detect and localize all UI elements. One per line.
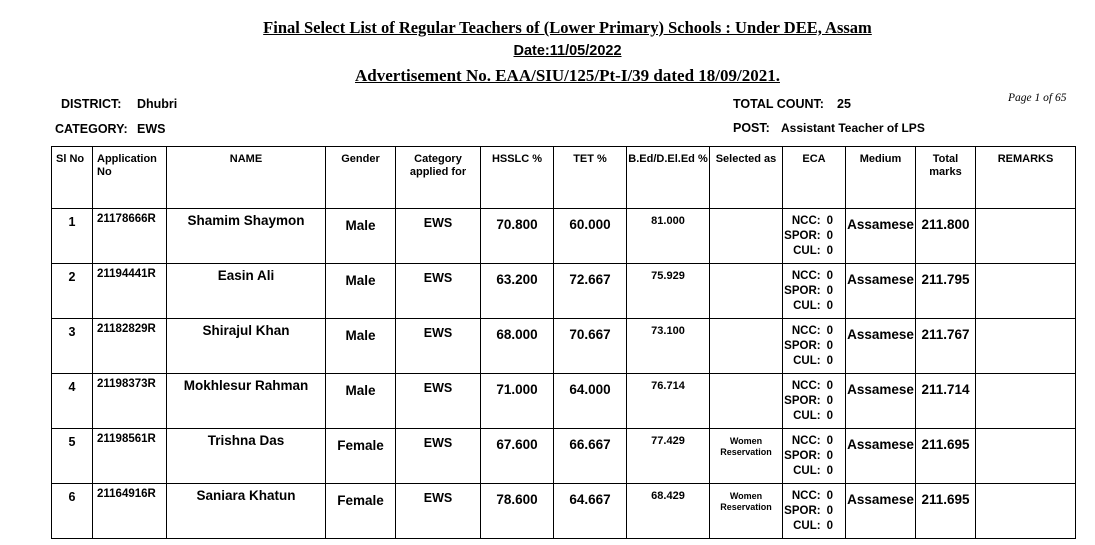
cell-total-marks: 211.767: [916, 319, 976, 374]
total-count-value: 25: [837, 97, 851, 111]
cell-remarks: [976, 429, 1076, 484]
eca-spor-label: SPOR:: [784, 285, 821, 297]
eca-spor: [783, 229, 845, 244]
cell-selected-as: Women Reservation: [710, 484, 783, 539]
cell-name: Easin Ali: [167, 264, 326, 319]
col-header-medium: Medium: [846, 147, 916, 209]
eca-spor: [783, 394, 845, 409]
eca-spor-value: 0: [826, 230, 833, 242]
eca-spor-value: 0: [826, 505, 833, 517]
cell-tet: 60.000: [554, 209, 627, 264]
eca-ncc-label: NCC:: [791, 435, 821, 447]
cell-medium: Assamese: [846, 319, 916, 374]
col-header-bed: B.Ed/D.El.Ed %: [627, 147, 710, 209]
cell-sl-no: 5: [52, 429, 93, 484]
eca-cul-label: CUL:: [793, 520, 821, 532]
list-title: Final Select List of Regular Teachers of (Lower Primary) Schools : Under DEE, Assam: [263, 18, 872, 37]
cell-gender: Female: [326, 484, 396, 539]
col-header-remarks: REMARKS: [976, 147, 1076, 209]
cell-sl-no: 3: [52, 319, 93, 374]
cell-tet: 64.000: [554, 374, 627, 429]
col-header-selected-as: Selected as: [710, 147, 783, 209]
eca-ncc-value: 0: [826, 435, 833, 447]
eca-cul-label: CUL:: [793, 355, 821, 367]
eca-cul: [783, 299, 845, 314]
eca-cul-value: 0: [826, 520, 833, 532]
eca-ncc: [783, 434, 845, 449]
col-header-category: Category applied for: [396, 147, 481, 209]
col-header-application-no: Application No: [93, 147, 167, 209]
eca-spor-value: 0: [826, 395, 833, 407]
cell-name: Mokhlesur Rahman: [167, 374, 326, 429]
eca-spor-value: 0: [826, 340, 833, 352]
cell-eca: [783, 209, 846, 264]
cell-medium: Assamese: [846, 484, 916, 539]
eca-cul-label: CUL:: [793, 410, 821, 422]
eca-cul: [783, 409, 845, 424]
eca-spor-label: SPOR:: [784, 450, 821, 462]
eca-spor-label: SPOR:: [784, 230, 821, 242]
cell-name: Saniara Khatun: [167, 484, 326, 539]
col-header-name: NAME: [167, 147, 326, 209]
eca-spor-value: 0: [826, 450, 833, 462]
cell-gender: Male: [326, 374, 396, 429]
eca-cul-value: 0: [826, 410, 833, 422]
cell-application-no: 21198561R: [93, 429, 167, 484]
category-label: CATEGORY:: [55, 122, 128, 136]
eca-cul: [783, 354, 845, 369]
cell-hsslc: 68.000: [481, 319, 554, 374]
eca-cul-value: 0: [826, 300, 833, 312]
cell-application-no: 21182829R: [93, 319, 167, 374]
cell-hsslc: 70.800: [481, 209, 554, 264]
eca-ncc: [783, 214, 845, 229]
eca-spor: [783, 449, 845, 464]
col-header-total-marks: Total marks: [916, 147, 976, 209]
cell-tet: 64.667: [554, 484, 627, 539]
cell-application-no: 21198373R: [93, 374, 167, 429]
eca-cul-label: CUL:: [793, 465, 821, 477]
cell-total-marks: 211.795: [916, 264, 976, 319]
eca-ncc-label: NCC:: [791, 325, 821, 337]
cell-medium: Assamese: [846, 429, 916, 484]
cell-remarks: [976, 264, 1076, 319]
eca-ncc: [783, 379, 845, 394]
eca-spor: [783, 284, 845, 299]
eca-ncc: [783, 489, 845, 504]
eca-cul: [783, 244, 845, 259]
cell-eca: [783, 429, 846, 484]
cell-category: EWS: [396, 429, 481, 484]
cell-selected-as: [710, 209, 783, 264]
cell-bed: 81.000: [627, 209, 710, 264]
post-value: Assistant Teacher of LPS: [781, 121, 925, 135]
cell-selected-as: [710, 264, 783, 319]
cell-hsslc: 63.200: [481, 264, 554, 319]
cell-bed: 75.929: [627, 264, 710, 319]
table-row: [52, 209, 1076, 264]
page-indicator: Page 1 of 65: [1008, 92, 1067, 104]
col-header-gender: Gender: [326, 147, 396, 209]
eca-spor-label: SPOR:: [784, 340, 821, 352]
table-row: [52, 374, 1076, 429]
cell-remarks: [976, 319, 1076, 374]
cell-selected-as: [710, 374, 783, 429]
cell-eca: [783, 264, 846, 319]
cell-bed: 76.714: [627, 374, 710, 429]
cell-application-no: 21164916R: [93, 484, 167, 539]
cell-category: EWS: [396, 484, 481, 539]
cell-category: EWS: [396, 264, 481, 319]
cell-application-no: 21194441R: [93, 264, 167, 319]
eca-cul-label: CUL:: [793, 300, 821, 312]
district-label: DISTRICT:: [61, 97, 122, 111]
cell-medium: Assamese: [846, 374, 916, 429]
cell-application-no: 21178666R: [93, 209, 167, 264]
eca-ncc-label: NCC:: [791, 270, 821, 282]
total-count-label: TOTAL COUNT:: [733, 97, 824, 111]
cell-category: EWS: [396, 374, 481, 429]
cell-gender: Male: [326, 319, 396, 374]
eca-ncc-value: 0: [826, 270, 833, 282]
eca-cul-value: 0: [826, 245, 833, 257]
category-value: EWS: [137, 122, 166, 136]
eca-ncc-value: 0: [826, 380, 833, 392]
table-row: [52, 319, 1076, 374]
cell-name: Shamim Shaymon: [167, 209, 326, 264]
eca-ncc: [783, 324, 845, 339]
cell-gender: Female: [326, 429, 396, 484]
cell-selected-as: [710, 319, 783, 374]
cell-hsslc: 71.000: [481, 374, 554, 429]
col-header-sl-no: Sl No: [52, 147, 93, 209]
advertisement-number: Advertisement No. EAA/SIU/125/Pt-I/39 dated 18/09/2021.: [355, 66, 780, 85]
cell-medium: Assamese: [846, 209, 916, 264]
eca-ncc-value: 0: [826, 215, 833, 227]
col-header-eca: ECA: [783, 147, 846, 209]
cell-tet: 72.667: [554, 264, 627, 319]
eca-ncc-value: 0: [826, 325, 833, 337]
eca-spor-value: 0: [826, 285, 833, 297]
eca-spor-label: SPOR:: [784, 395, 821, 407]
table-row: [52, 484, 1076, 539]
cell-gender: Male: [326, 209, 396, 264]
cell-remarks: [976, 209, 1076, 264]
cell-medium: Assamese: [846, 264, 916, 319]
cell-eca: [783, 374, 846, 429]
cell-sl-no: 4: [52, 374, 93, 429]
cell-tet: 70.667: [554, 319, 627, 374]
cell-bed: 73.100: [627, 319, 710, 374]
cell-hsslc: 78.600: [481, 484, 554, 539]
eca-cul: [783, 464, 845, 479]
cell-eca: [783, 319, 846, 374]
cell-total-marks: 211.714: [916, 374, 976, 429]
table-header-row: [52, 147, 1076, 209]
eca-cul: [783, 519, 845, 534]
cell-bed: 68.429: [627, 484, 710, 539]
cell-remarks: [976, 484, 1076, 539]
cell-sl-no: 2: [52, 264, 93, 319]
post-label: POST:: [733, 121, 770, 135]
col-header-tet: TET %: [554, 147, 627, 209]
col-header-hsslc: HSSLC %: [481, 147, 554, 209]
eca-spor-label: SPOR:: [784, 505, 821, 517]
table-row: [52, 429, 1076, 484]
eca-ncc: [783, 269, 845, 284]
cell-eca: [783, 484, 846, 539]
cell-remarks: [976, 374, 1076, 429]
eca-cul-value: 0: [826, 465, 833, 477]
cell-category: EWS: [396, 319, 481, 374]
eca-cul-value: 0: [826, 355, 833, 367]
cell-category: EWS: [396, 209, 481, 264]
cell-sl-no: 6: [52, 484, 93, 539]
cell-hsslc: 67.600: [481, 429, 554, 484]
cell-bed: 77.429: [627, 429, 710, 484]
cell-gender: Male: [326, 264, 396, 319]
cell-total-marks: 211.695: [916, 429, 976, 484]
eca-ncc-label: NCC:: [791, 490, 821, 502]
select-list-table: [51, 146, 1076, 539]
cell-name: Trishna Das: [167, 429, 326, 484]
eca-spor: [783, 504, 845, 519]
eca-ncc-value: 0: [826, 490, 833, 502]
cell-total-marks: 211.695: [916, 484, 976, 539]
eca-ncc-label: NCC:: [791, 380, 821, 392]
district-value: Dhubri: [137, 97, 178, 111]
cell-name: Shirajul Khan: [167, 319, 326, 374]
cell-total-marks: 211.800: [916, 209, 976, 264]
eca-ncc-label: NCC:: [791, 215, 821, 227]
cell-tet: 66.667: [554, 429, 627, 484]
cell-selected-as: Women Reservation: [710, 429, 783, 484]
eca-cul-label: CUL:: [793, 245, 821, 257]
table-row: [52, 264, 1076, 319]
list-date: Date:11/05/2022: [513, 43, 622, 59]
eca-spor: [783, 339, 845, 354]
cell-sl-no: 1: [52, 209, 93, 264]
